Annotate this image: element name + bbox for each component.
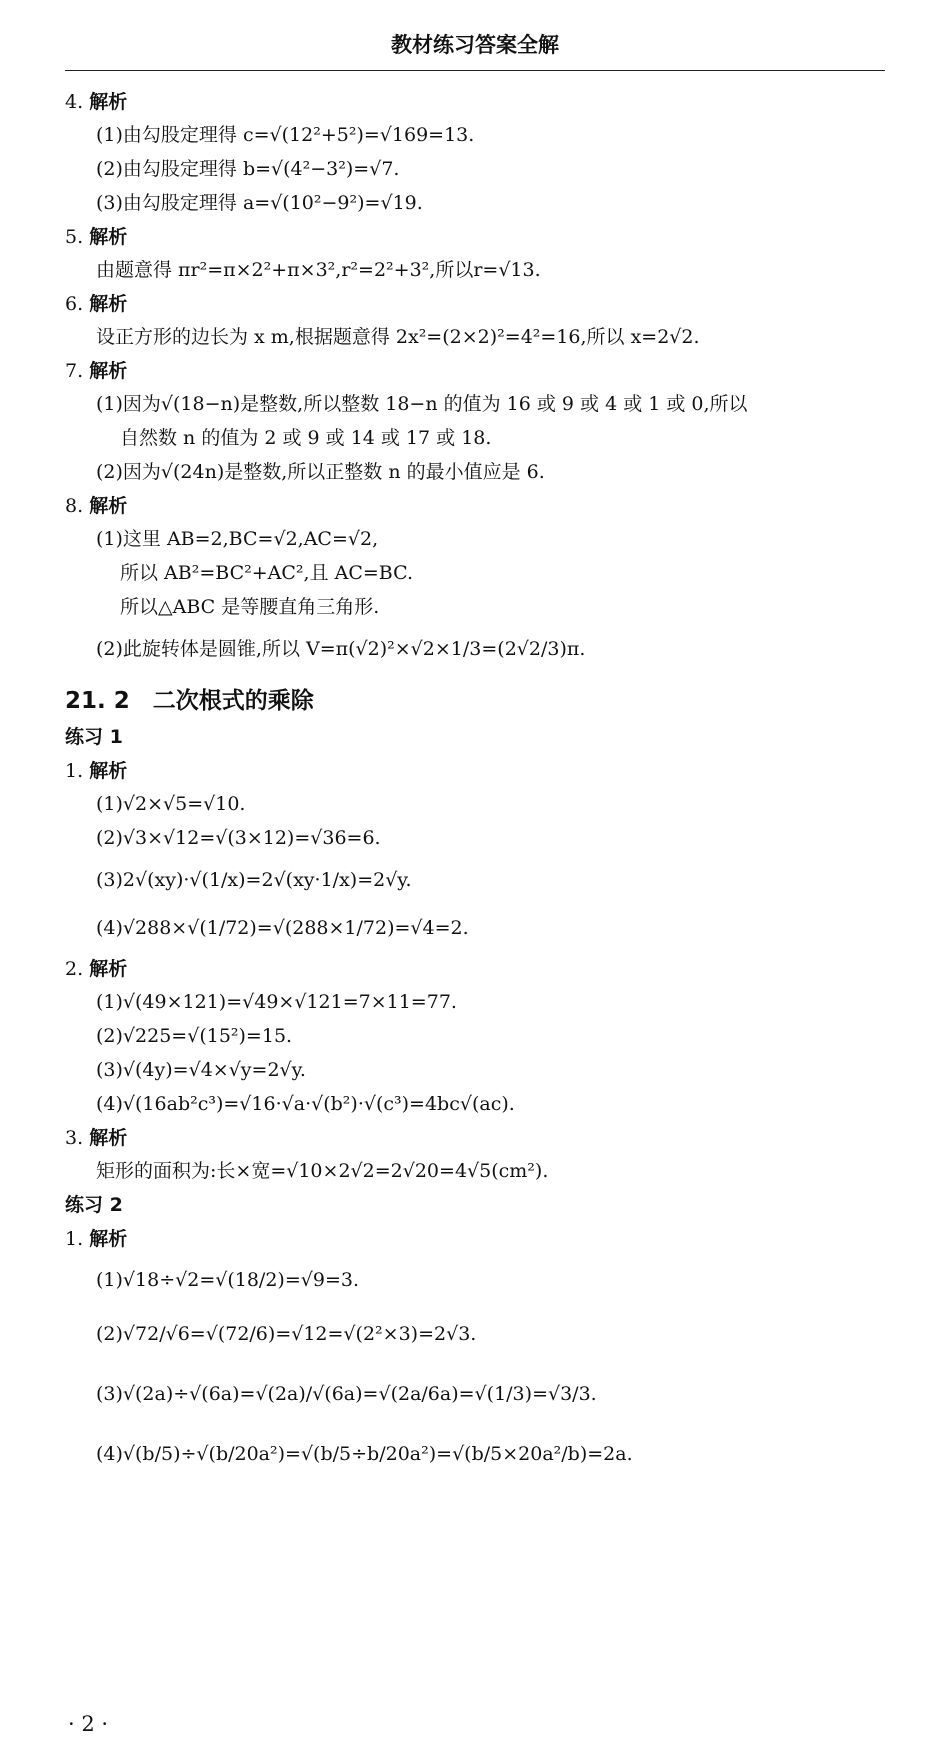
- answer-line: (2)√225=√(15²)=15.: [96, 1025, 293, 1047]
- answer-line: 由题意得 πr²=π×2²+π×3²,r²=2²+3²,所以r=√13.: [96, 259, 541, 281]
- answer-line: (1)√(49×121)=√49×√121=7×11=77.: [96, 991, 457, 1013]
- question-5-heading: [65, 222, 895, 252]
- section-title: 21. 2 二次根式的乘除: [65, 688, 314, 714]
- answer-line: (3)由勾股定理得 a=√(10²−9²)=√19.: [96, 192, 423, 214]
- practice-1-title: 练习 1: [65, 726, 123, 748]
- question-number: 8.: [65, 495, 84, 517]
- question-number: 2.: [65, 958, 84, 980]
- question-number: 1.: [65, 760, 84, 782]
- practice-1-question-1-heading: [65, 756, 895, 786]
- practice-2-title: 练习 2: [65, 1194, 123, 1216]
- answer-line: 所以△ABC 是等腰直角三角形.: [120, 596, 380, 618]
- question-number: 7.: [65, 360, 84, 382]
- answer-label: 解析: [89, 1127, 128, 1149]
- content: [65, 84, 895, 1486]
- practice-1-question-2-heading: [65, 954, 895, 984]
- practice-2-question-1-heading: [65, 1224, 895, 1254]
- question-number: 4.: [65, 91, 84, 113]
- question-number: 1.: [65, 1228, 84, 1250]
- answer-label: 解析: [89, 760, 128, 782]
- answer-line: (3)√(2a)÷√(6a)=√(2a)/√(6a)=√(2a/6a)=√(1/3)=√3/3.: [96, 1383, 597, 1405]
- answer-label: 解析: [89, 958, 128, 980]
- answer-line: (1)由勾股定理得 c=√(12²+5²)=√169=13.: [96, 124, 475, 146]
- answer-line: 自然数 n 的值为 2 或 9 或 14 或 17 或 18.: [120, 427, 492, 449]
- answer-line: (1)√18÷√2=√(18/2)=√9=3.: [96, 1269, 359, 1291]
- question-4-heading: [65, 87, 895, 117]
- answer-line: (2)√3×√12=√(3×12)=√36=6.: [96, 827, 381, 849]
- answer-line: (2)因为√(24n)是整数,所以正整数 n 的最小值应是 6.: [96, 461, 545, 483]
- question-8-heading: [65, 491, 895, 521]
- answer-line: 矩形的面积为:长×宽=√10×2√2=2√20=4√5(cm²).: [96, 1160, 549, 1182]
- question-number: 3.: [65, 1127, 84, 1149]
- answer-line: (2)√72/√6=√(72/6)=√12=√(2²×3)=2√3.: [96, 1323, 477, 1345]
- answer-line: (3)2√(xy)·√(1/x)=2√(xy·1/x)=2√y.: [96, 869, 412, 891]
- answer-label: 解析: [89, 91, 128, 113]
- answer-line: (2)此旋转体是圆锥,所以 V=π(√2)²×√2×1/3=(2√2/3)π.: [96, 638, 586, 660]
- answer-line: 所以 AB²=BC²+AC²,且 AC=BC.: [120, 562, 413, 584]
- answer-line: 设正方形的边长为 x m,根据题意得 2x²=(2×2)²=4²=16,所以 x=2√2.: [96, 326, 700, 348]
- answer-line: (1)因为√(18−n)是整数,所以整数 18−n 的值为 16 或 9 或 4 或 1 或 0,所以: [96, 393, 748, 415]
- question-number: 6.: [65, 293, 84, 315]
- question-6-heading: [65, 289, 895, 319]
- question-number: 5.: [65, 226, 84, 248]
- answer-label: 解析: [89, 495, 128, 517]
- answer-line: (1)√2×√5=√10.: [96, 793, 246, 815]
- answer-label: 解析: [89, 360, 128, 382]
- answer-line: (4)√(16ab²c³)=√16·√a·√(b²)·√(c³)=4bc√(ac).: [96, 1093, 515, 1115]
- answer-line: (4)√(b/5)÷√(b/20a²)=√(b/5÷b/20a²)=√(b/5×20a²/b)=2a.: [96, 1443, 633, 1465]
- practice-1-question-3-heading: [65, 1123, 895, 1153]
- answer-line: (2)由勾股定理得 b=√(4²−3²)=√7.: [96, 158, 400, 180]
- answer-line: (3)√(4y)=√4×√y=2√y.: [96, 1059, 306, 1081]
- answer-label: 解析: [89, 226, 128, 248]
- question-7-heading: [65, 356, 895, 386]
- answer-label: 解析: [89, 293, 128, 315]
- answer-line: (1)这里 AB=2,BC=√2,AC=√2,: [96, 528, 379, 550]
- page-header: 教材练习答案全解: [65, 30, 885, 71]
- answer-line: (4)√288×√(1/72)=√(288×1/72)=√4=2.: [96, 917, 469, 939]
- page-number: · 2 ·: [68, 1712, 109, 1736]
- answer-label: 解析: [89, 1228, 128, 1250]
